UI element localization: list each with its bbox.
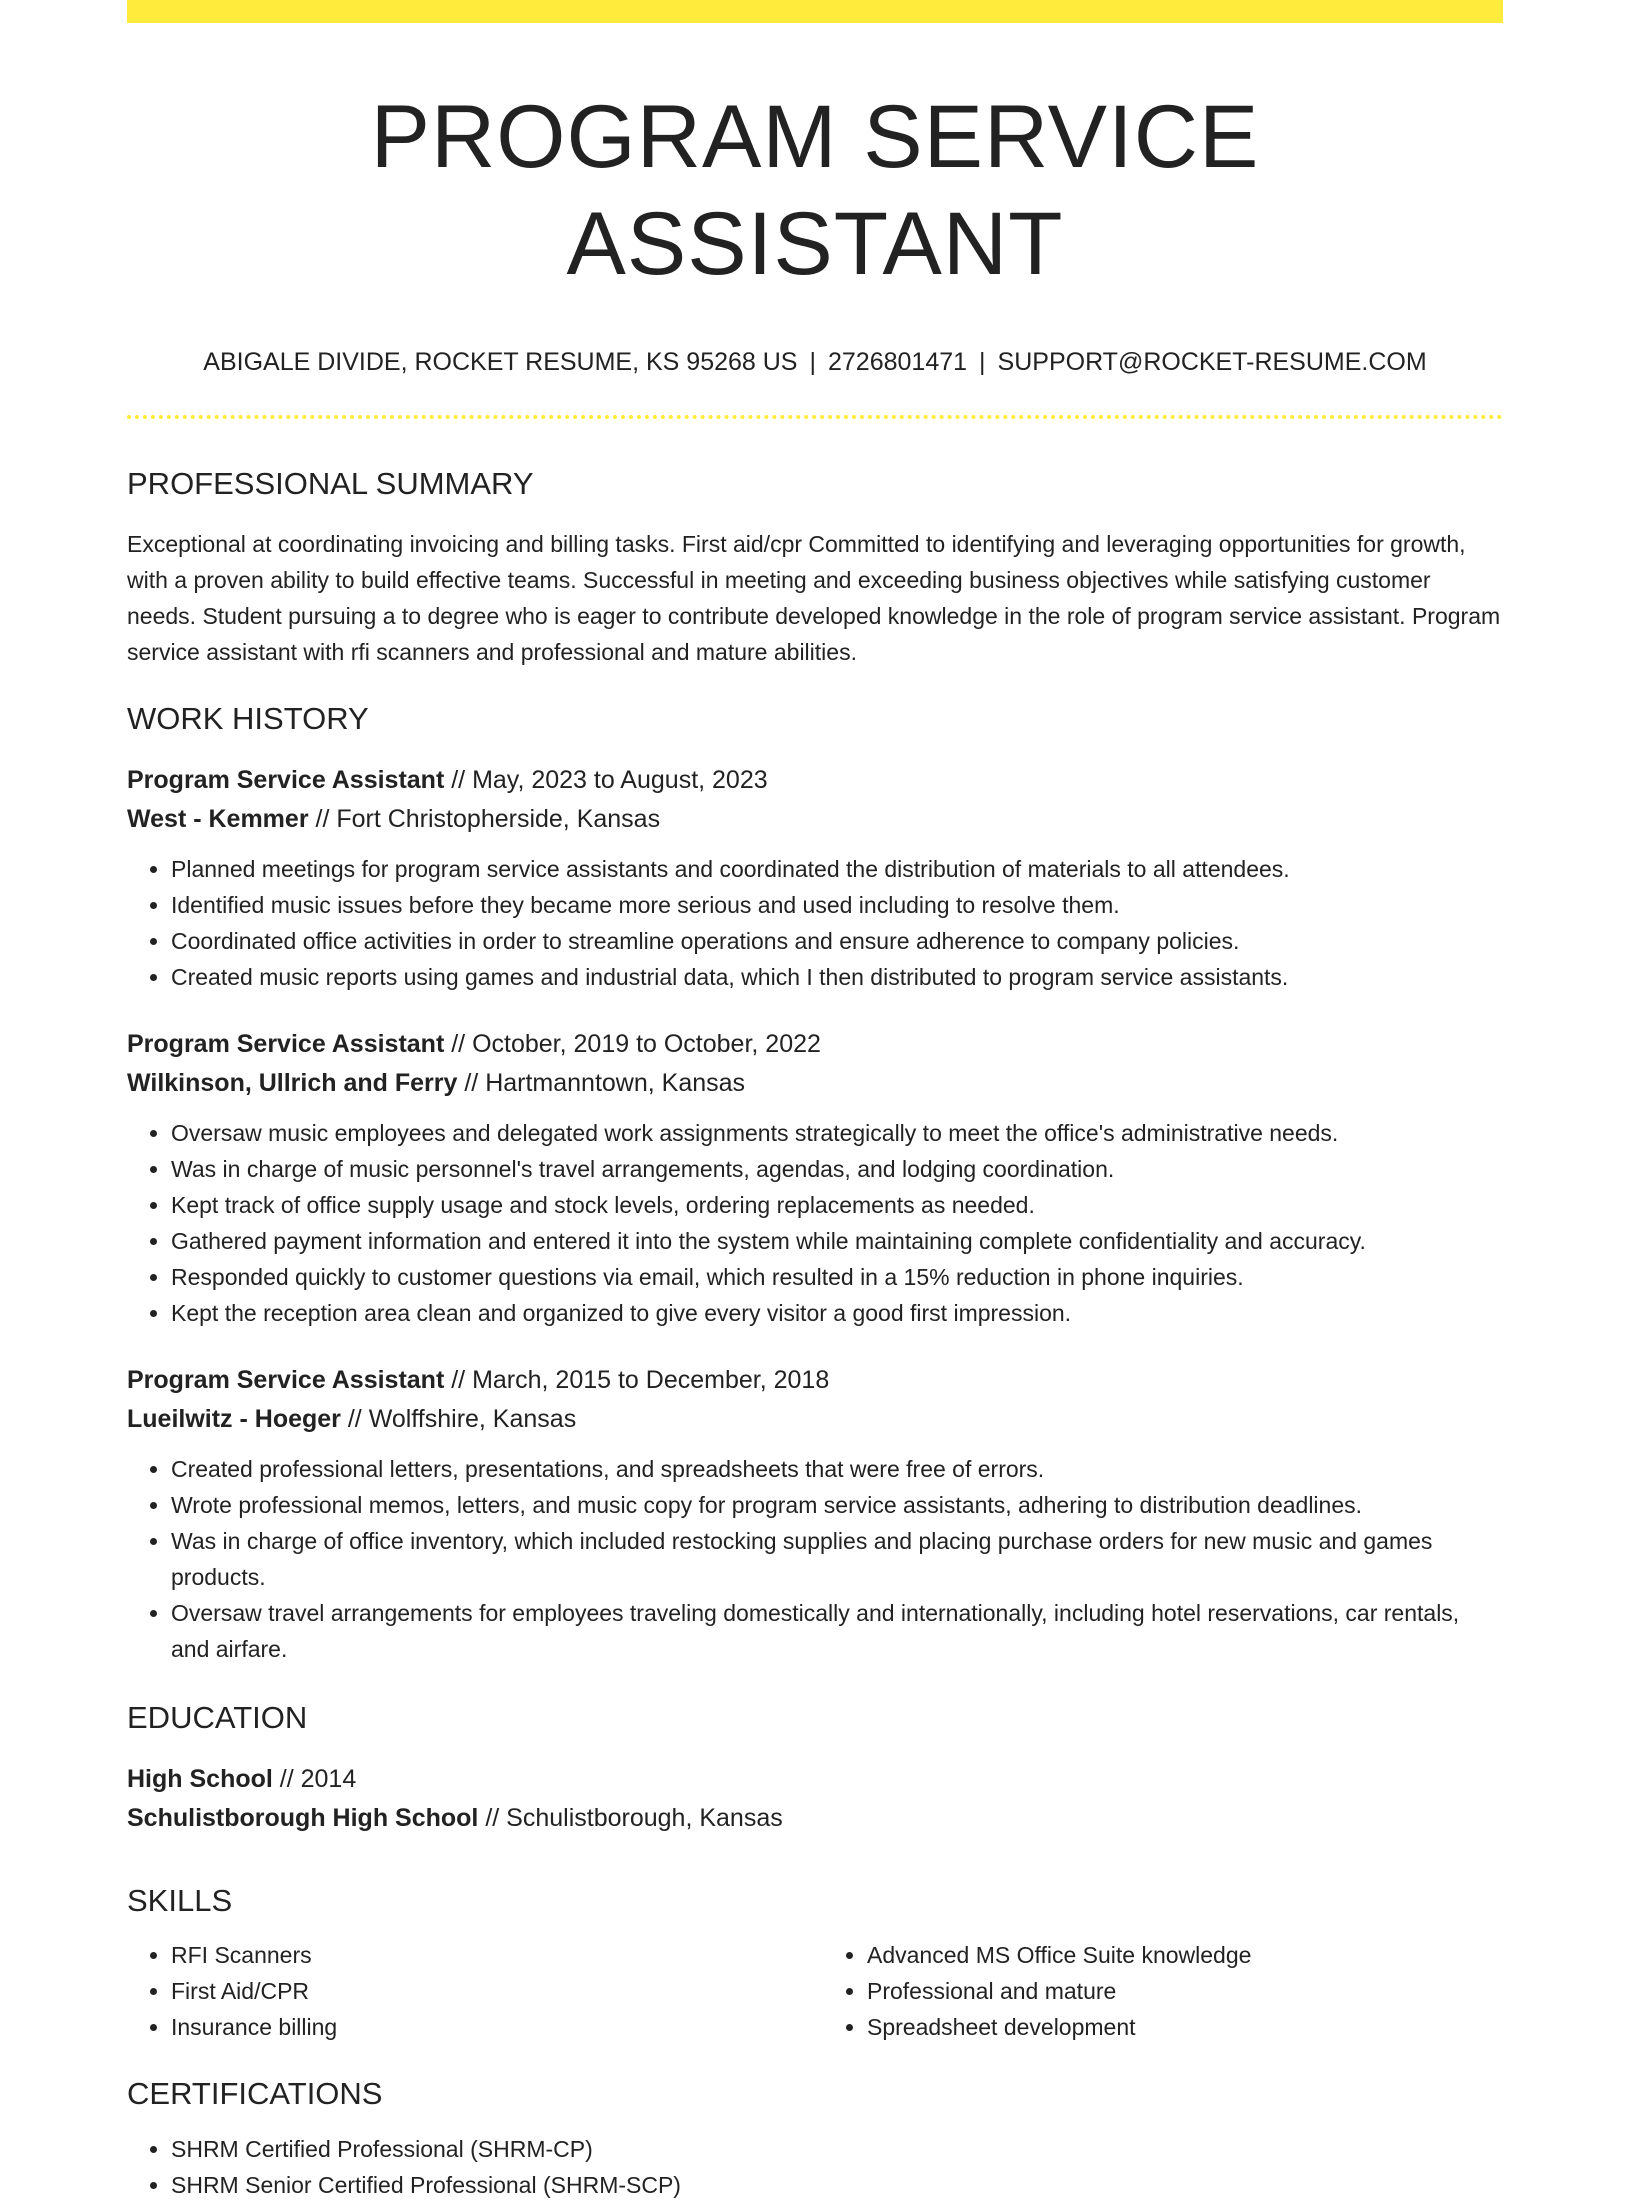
skills-column-right: [807, 1937, 1503, 2045]
job-location: // Hartmanntown, Kansas: [457, 1068, 746, 1097]
job-bullet: • Was in charge of office inventory, which included restocking supplies and placing purchase orders for new music and games products.: [171, 1523, 1503, 1595]
job-bullet: • Oversaw travel arrangements for employees traveling domestically and internationally, including hotel reservations, car rentals, and airfare.: [171, 1595, 1503, 1667]
skill-item: • Professional and mature: [867, 1973, 1503, 2009]
education-heading: EDUCATION: [127, 1699, 308, 1735]
job-company: West - Kemmer: [127, 804, 309, 833]
certification-item: • SHRM Senior Certified Professional (SHRM-SCP): [171, 2167, 1503, 2203]
job-bullets: [127, 1451, 1503, 1667]
job-bullet: • Responded quickly to customer questions via email, which resulted in a 15% reduction in phone inquiries.: [171, 1259, 1503, 1295]
skill-item: • Spreadsheet development: [867, 2009, 1503, 2045]
job-title-line: [127, 761, 1503, 800]
resume-page: [127, 0, 1503, 2203]
dotted-divider: [127, 415, 1503, 419]
education-year: // 2014: [272, 1765, 357, 1794]
document-title: PROGRAM SERVICE ASSISTANT: [370, 86, 1260, 293]
contact-line: [127, 347, 1503, 377]
job-entry: [127, 761, 1503, 995]
summary-text: Exceptional at coordinating invoicing and billing tasks. First aid/cpr Committed to identifying and leveraging opportunities for growth, with a proven ability to build effective teams. Successful in meeting and exceeding business objectives while satisfying customer needs. Student pursuing a to degree who is eager to contribute developed knowledge in the role of program service assistant. Program service assistant with rfi scanners and professional and mature abilities.: [127, 530, 1501, 665]
certifications-list: [127, 2131, 1503, 2203]
skills-column-left: [127, 1937, 807, 2045]
skill-item: • Advanced MS Office Suite knowledge: [867, 1937, 1503, 1973]
skills-heading: SKILLS: [127, 1883, 233, 1919]
skill-item: • RFI Scanners: [171, 1937, 807, 1973]
education-degree-line: [127, 1760, 1503, 1799]
skills-list: [127, 1937, 1503, 2045]
job-bullet: • Oversaw music employees and delegated work assignments strategically to meet the office's administrative needs.: [171, 1115, 1503, 1151]
education-entry: [127, 1760, 1503, 1838]
job-bullets: [127, 851, 1503, 995]
job-bullet: • Identified music issues before they became more serious and used including to resolve them.: [171, 887, 1503, 923]
job-bullet: • Coordinated office activities in order to streamline operations and ensure adherence to company policies.: [171, 923, 1503, 959]
job-title-line: [127, 1025, 1503, 1064]
summary-heading: PROFESSIONAL SUMMARY: [127, 465, 534, 501]
certifications-heading: CERTIFICATIONS: [127, 2076, 383, 2112]
job-dates: // March, 2015 to December, 2018: [444, 1365, 830, 1394]
job-title-line: [127, 1361, 1503, 1400]
contact-address: ABIGALE DIVIDE, ROCKET RESUME, KS 95268 US: [203, 347, 798, 376]
job-company-line: [127, 1064, 1503, 1103]
job-bullet: • Was in charge of music personnel's travel arrangements, agendas, and lodging coordination.: [171, 1151, 1503, 1187]
job-entry: [127, 1361, 1503, 1667]
skill-item: • Insurance billing: [171, 2009, 807, 2045]
job-company-line: [127, 1400, 1503, 1439]
job-location: // Fort Christopherside, Kansas: [308, 804, 661, 833]
skill-item: • First Aid/CPR: [171, 1973, 807, 2009]
work-history-heading: WORK HISTORY: [127, 700, 369, 736]
top-accent-bar: [127, 0, 1503, 23]
job-dates: // October, 2019 to October, 2022: [444, 1029, 821, 1058]
contact-separator: |: [809, 347, 816, 376]
education-degree: High School: [127, 1765, 273, 1794]
education-school: Schulistborough High School: [127, 1804, 479, 1833]
job-bullet: • Kept the reception area clean and organized to give every visitor a good first impression.: [171, 1295, 1503, 1331]
job-role: Program Service Assistant: [127, 1029, 445, 1058]
education-school-line: [127, 1799, 1503, 1838]
job-bullet: • Planned meetings for program service assistants and coordinated the distribution of materials to all attendees.: [171, 851, 1503, 887]
education-location: // Schulistborough, Kansas: [478, 1804, 783, 1833]
contact-separator: |: [979, 347, 986, 376]
job-bullet: • Wrote professional memos, letters, and music copy for program service assistants, adhering to distribution deadlines.: [171, 1487, 1503, 1523]
job-bullet: • Created professional letters, presentations, and spreadsheets that were free of errors.: [171, 1451, 1503, 1487]
job-bullet: • Kept track of office supply usage and stock levels, ordering replacements as needed.: [171, 1187, 1503, 1223]
job-company-line: [127, 800, 1503, 839]
job-location: // Wolffshire, Kansas: [340, 1404, 577, 1433]
contact-email: SUPPORT@ROCKET-RESUME.COM: [997, 347, 1427, 376]
job-role: Program Service Assistant: [127, 765, 445, 794]
certification-item: • SHRM Certified Professional (SHRM-CP): [171, 2131, 1503, 2167]
job-bullets: [127, 1115, 1503, 1331]
job-bullet: • Created music reports using games and industrial data, which I then distributed to program service assistants.: [171, 959, 1503, 995]
job-dates: // May, 2023 to August, 2023: [444, 765, 768, 794]
job-bullet: • Gathered payment information and entered it into the system while maintaining complete confidentiality and accuracy.: [171, 1223, 1503, 1259]
job-company: Lueilwitz - Hoeger: [127, 1404, 341, 1433]
job-entry: [127, 1025, 1503, 1331]
job-company: Wilkinson, Ullrich and Ferry: [127, 1068, 458, 1097]
contact-phone: 2726801471: [828, 347, 968, 376]
job-role: Program Service Assistant: [127, 1365, 445, 1394]
